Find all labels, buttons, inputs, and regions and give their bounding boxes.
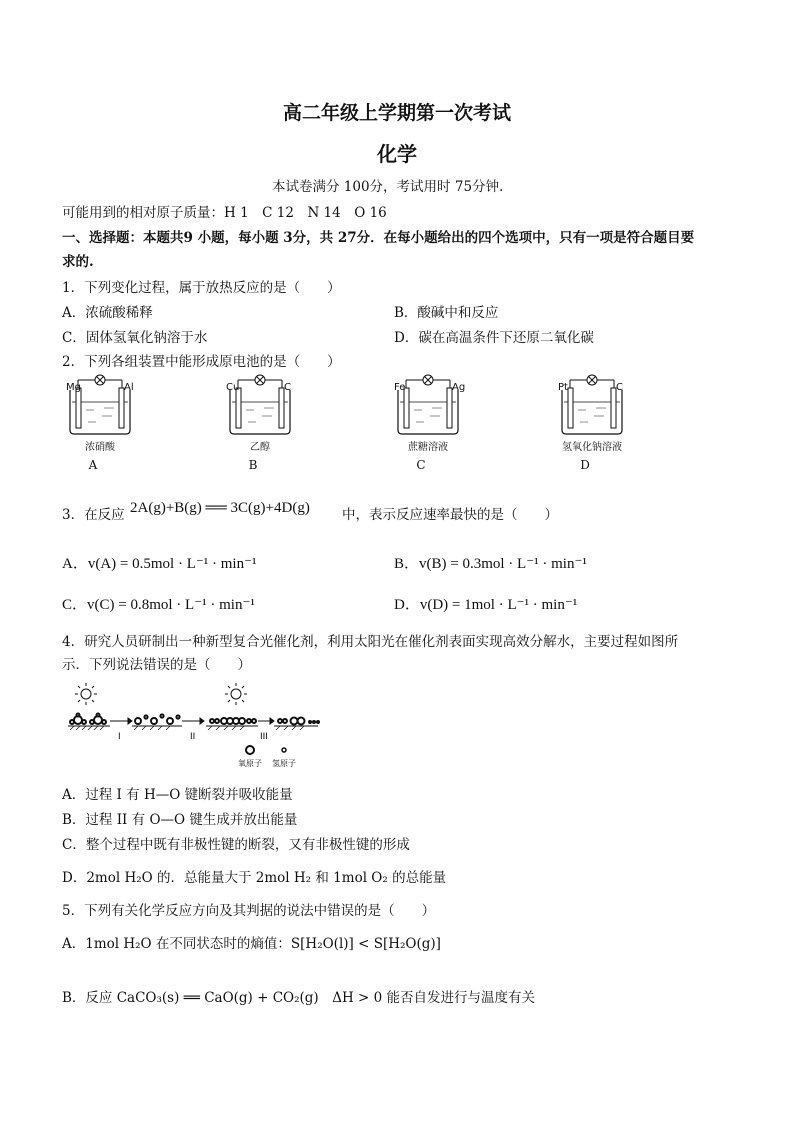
q3-option-d: D．v(D) = 1mol · L⁻¹ · min⁻¹: [394, 597, 578, 613]
cell-c-solution: 蔗糖溶液: [408, 442, 448, 453]
q1-option-c: C．固体氢氧化钠溶于水: [62, 330, 208, 346]
sun-icon-2: [225, 683, 247, 705]
section-heading-line2: 求的.: [62, 254, 94, 270]
q3-stem-prefix: 3．在反应: [62, 507, 125, 523]
cell-c: [388, 372, 468, 472]
oxygen-atom-legend: [246, 746, 254, 754]
cell-a-left-electrode: Mg: [66, 382, 81, 393]
q1-option-b: B．酸碱中和反应: [394, 305, 499, 321]
cell-c-right-electrode: Ag: [452, 382, 466, 393]
exam-title: 高二年级上学期第一次考试: [282, 102, 511, 124]
section-heading-line1: 一、选择题：本题共9 小题，每小题 3分，共 27分．在每小题给出的四个选项中，只有一项是符合题目要: [62, 230, 695, 246]
q4-option-c: C．整个过程中既有非极性键的断裂，又有非极性键的形成: [62, 837, 410, 853]
cell-d: [552, 372, 632, 472]
q4-stem-line2: 示．下列说法错误的是（ ）: [62, 657, 251, 673]
atomic-masses: 可能用到的相对原子质量：H 1 C 12 N 14 O 16: [62, 205, 387, 221]
legend-oxygen: 氧原子: [238, 759, 262, 768]
cell-b-letter: B: [248, 458, 258, 472]
q3-option-b: B．v(B) = 0.3mol · L⁻¹ · min⁻¹: [394, 556, 587, 572]
subject-title: 化学: [377, 142, 417, 166]
cell-d-solution: 氢氧化钠溶液: [562, 442, 622, 453]
cell-c-left-electrode: Fe: [394, 382, 406, 393]
q3-option-a: A．v(A) = 0.5mol · L⁻¹ · min⁻¹: [62, 556, 257, 572]
cell-b-solution: 乙醇: [250, 442, 270, 453]
q5-option-b: B．反应 CaCO₃(s) ══ CaO(g) + CO₂(g) ΔH > 0 能否自发进行与温度有关: [62, 990, 535, 1006]
legend-hydrogen: 氢原子: [272, 759, 296, 768]
step-label-1: I: [118, 732, 121, 742]
cell-d-right-electrode: C: [616, 382, 623, 393]
q5-option-a: A．1mol H₂O 在不同状态时的熵值：S[H₂O(l)] < S[H₂O(g)]: [62, 936, 441, 952]
q3-option-c: C．v(C) = 0.8mol · L⁻¹ · min⁻¹: [62, 597, 255, 613]
step-label-2: II: [190, 732, 196, 742]
q4-option-a: A．过程 I 有 H—O 键断裂并吸收能量: [62, 787, 293, 803]
cell-a-solution: 浓硝酸: [85, 442, 115, 453]
cell-c-letter: C: [416, 458, 426, 472]
q1-stem: 1．下列变化过程，属于放热反应的是（ ）: [62, 280, 341, 296]
step-label-3: III: [260, 732, 268, 742]
q1-option-a: A．浓硫酸稀释: [62, 305, 153, 321]
cell-b-right-electrode: C: [284, 382, 291, 393]
sun-icon: [75, 683, 97, 705]
photocatalysis-diagram: [66, 680, 336, 780]
hydrogen-atom-legend: [282, 748, 286, 752]
cell-b-left-electrode: Cu: [226, 382, 240, 393]
q5-stem: 5．下列有关化学反应方向及其判据的说法中错误的是（ ）: [62, 903, 436, 919]
q1-option-d: D．碳在高温条件下还原二氧化碳: [394, 330, 594, 346]
cell-a-right-electrode: Al: [124, 382, 134, 393]
q4-stem-line1: 4．研究人员研制出一种新型复合光催化剂，利用太阳光在催化剂表面实现高效分解水，主要过程如图所: [62, 634, 679, 650]
exam-info: 本试卷满分 100分，考试用时 75分钟.: [272, 179, 504, 195]
q2-stem: 2．下列各组装置中能形成原电池的是（ ）: [62, 354, 341, 370]
cell-a-letter: A: [88, 458, 98, 472]
q4-option-d: D．2mol H₂O 的．总能量大于 2mol H₂ 和 1mol O₂ 的总能量: [62, 870, 447, 886]
cell-b: [220, 372, 300, 472]
cell-a: [60, 372, 140, 472]
q4-option-b: B．过程 II 有 O—O 键生成并放出能量: [62, 812, 298, 828]
cell-d-left-electrode: Pt: [558, 382, 568, 393]
q3-stem-suffix: 中，表示反应速率最快的是（ ）: [342, 507, 558, 523]
cell-d-letter: D: [580, 458, 590, 472]
q3-equation: 2A(g)+B(g) ══ 3C(g)+4D(g): [130, 500, 310, 516]
